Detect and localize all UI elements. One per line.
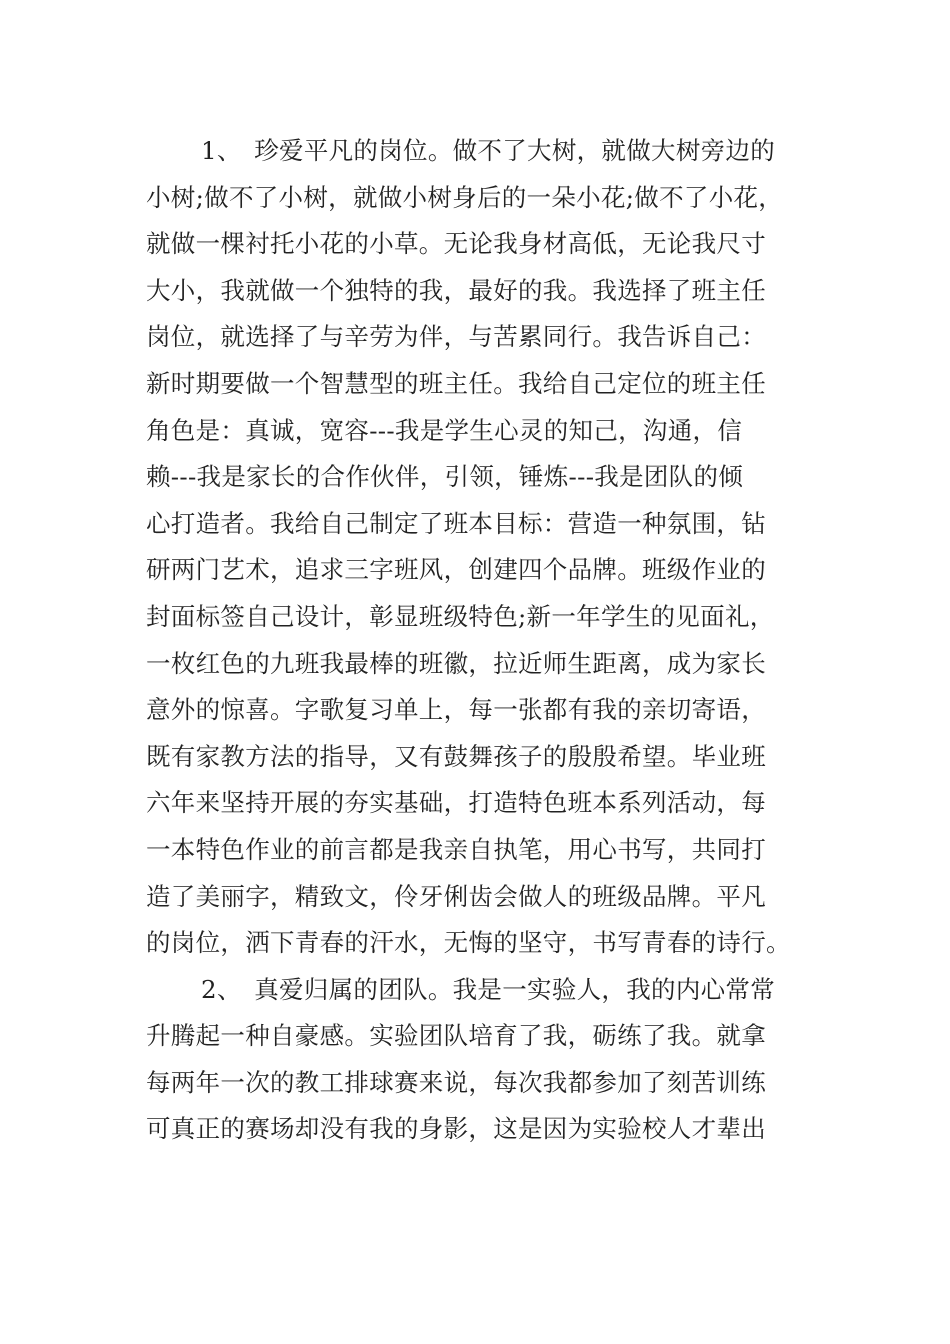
paragraph-1-line-15: 六年来坚持开展的夯实基础，打造特色班本系列活动，每: [146, 788, 766, 818]
paragraph-1-line-6: 新时期要做一个智慧型的班主任。我给自己定位的班主任: [146, 368, 766, 398]
document-body: [146, 128, 816, 1153]
paragraph-2-line-3: 每两年一次的教工排球赛来说，每次我都参加了刻苦训练: [146, 1067, 766, 1097]
paragraph-1-line-11: 封面标签自己设计，彰显班级特色;新一年学生的见面礼，: [146, 601, 775, 631]
paragraph-1-line-16: 一本特色作业的前言都是我亲自执笔，用心书写，共同打: [146, 834, 766, 864]
paragraph-1-line-5: 岗位，就选择了与辛劳为伴，与苦累同行。我告诉自己：: [146, 322, 766, 352]
paragraph-1-line-14: 既有家教方法的指导，又有鼓舞孩子的殷殷希望。毕业班: [146, 741, 766, 771]
paragraph-1-line-1: 1、 珍爱平凡的岗位。做不了大树，就做大树旁边的: [201, 136, 776, 165]
paragraph-1-line-12: 一枚红色的九班我最棒的班徽，拉近师生距离，成为家长: [146, 648, 766, 678]
paragraph-1-line-8: 赖---我是家长的合作伙伴，引领，锤炼---我是团队的倾: [146, 462, 744, 492]
paragraph-1-line-7: 角色是：真诚，宽容---我是学生心灵的知己，沟通，信: [146, 415, 743, 445]
paragraph-1-line-13: 意外的惊喜。字歌复习单上，每一张都有我的亲切寄语，: [146, 695, 766, 725]
paragraph-1-line-4: 大小，我就做一个独特的我，最好的我。我选择了班主任: [146, 275, 766, 305]
paragraph-1-line-2: 小树;做不了小树，就做小树身后的一朵小花;做不了小花，: [146, 182, 784, 212]
paragraph-1-line-10: 研两门艺术，追求三字班风，创建四个品牌。班级作业的: [146, 555, 766, 585]
paragraph-2-line-1: 2、 真爱归属的团队。我是一实验人，我的内心常常: [201, 974, 776, 1004]
paragraph-2-line-4: 可真正的赛场却没有我的身影，这是因为实验校人才辈出: [146, 1114, 766, 1144]
paragraph-1-line-17: 造了美丽字，精致文，伶牙俐齿会做人的班级品牌。平凡: [146, 881, 766, 911]
paragraph-1-line-9: 心打造者。我给自己制定了班本目标：营造一种氛围，钻: [146, 508, 766, 538]
paragraph-1-line-3: 就做一棵衬托小花的小草。无论我身材高低，无论我尺寸: [146, 229, 766, 259]
paragraph-2-line-2: 升腾起一种自豪感。实验团队培育了我，砺练了我。就拿: [146, 1021, 766, 1051]
paragraph-1-line-18: 的岗位，洒下青春的汗水，无悔的坚守，书写青春的诗行。: [146, 928, 791, 958]
